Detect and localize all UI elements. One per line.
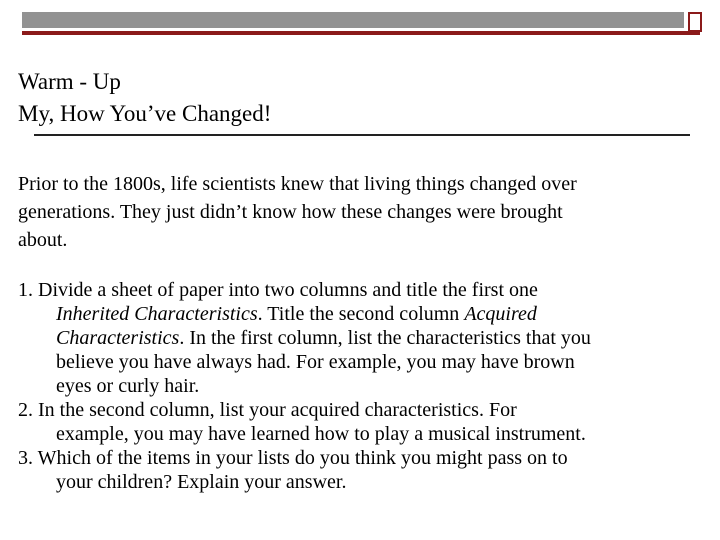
intro-line: generations. They just didn’t know how these changes were brought	[18, 201, 563, 223]
item-1-line: 1. Divide a sheet of paper into two columns and title the first one	[18, 279, 538, 301]
header-band	[22, 12, 684, 28]
item-2-line: 2. In the second column, list your acquired characteristics. For	[18, 399, 517, 421]
term-inherited: Inherited Characteristics	[56, 303, 258, 325]
intro-line: about.	[18, 229, 68, 251]
item-1-text: . Title the second column	[257, 303, 465, 325]
item-2-line: example, you may have learned how to play a musical instrument.	[56, 423, 586, 445]
header-accent-line	[22, 31, 700, 35]
instruction-list	[18, 278, 708, 494]
term-characteristics: Characteristics	[56, 327, 180, 349]
item-1-text: . In the first column, list the characteristics that you	[179, 327, 591, 349]
title-line-warmup: Warm - Up	[18, 69, 121, 94]
title-underline	[34, 134, 690, 136]
item-1-line	[18, 326, 708, 350]
item-1-line: eyes or curly hair.	[56, 375, 200, 397]
intro-paragraph	[18, 170, 708, 254]
term-acquired: Acquired	[464, 303, 537, 325]
title-line-subtitle: My, How You’ve Changed!	[18, 101, 272, 126]
item-1-line	[18, 302, 708, 326]
intro-line: Prior to the 1800s, life scientists knew that living things changed over	[18, 173, 577, 195]
item-3-line: your children? Explain your answer.	[56, 471, 347, 493]
item-3-line: 3. Which of the items in your lists do you think you might pass on to	[18, 447, 568, 469]
header-square-decoration	[688, 12, 702, 32]
item-1-line: believe you have always had. For example, you may have brown	[56, 351, 575, 373]
slide-title	[18, 66, 271, 130]
